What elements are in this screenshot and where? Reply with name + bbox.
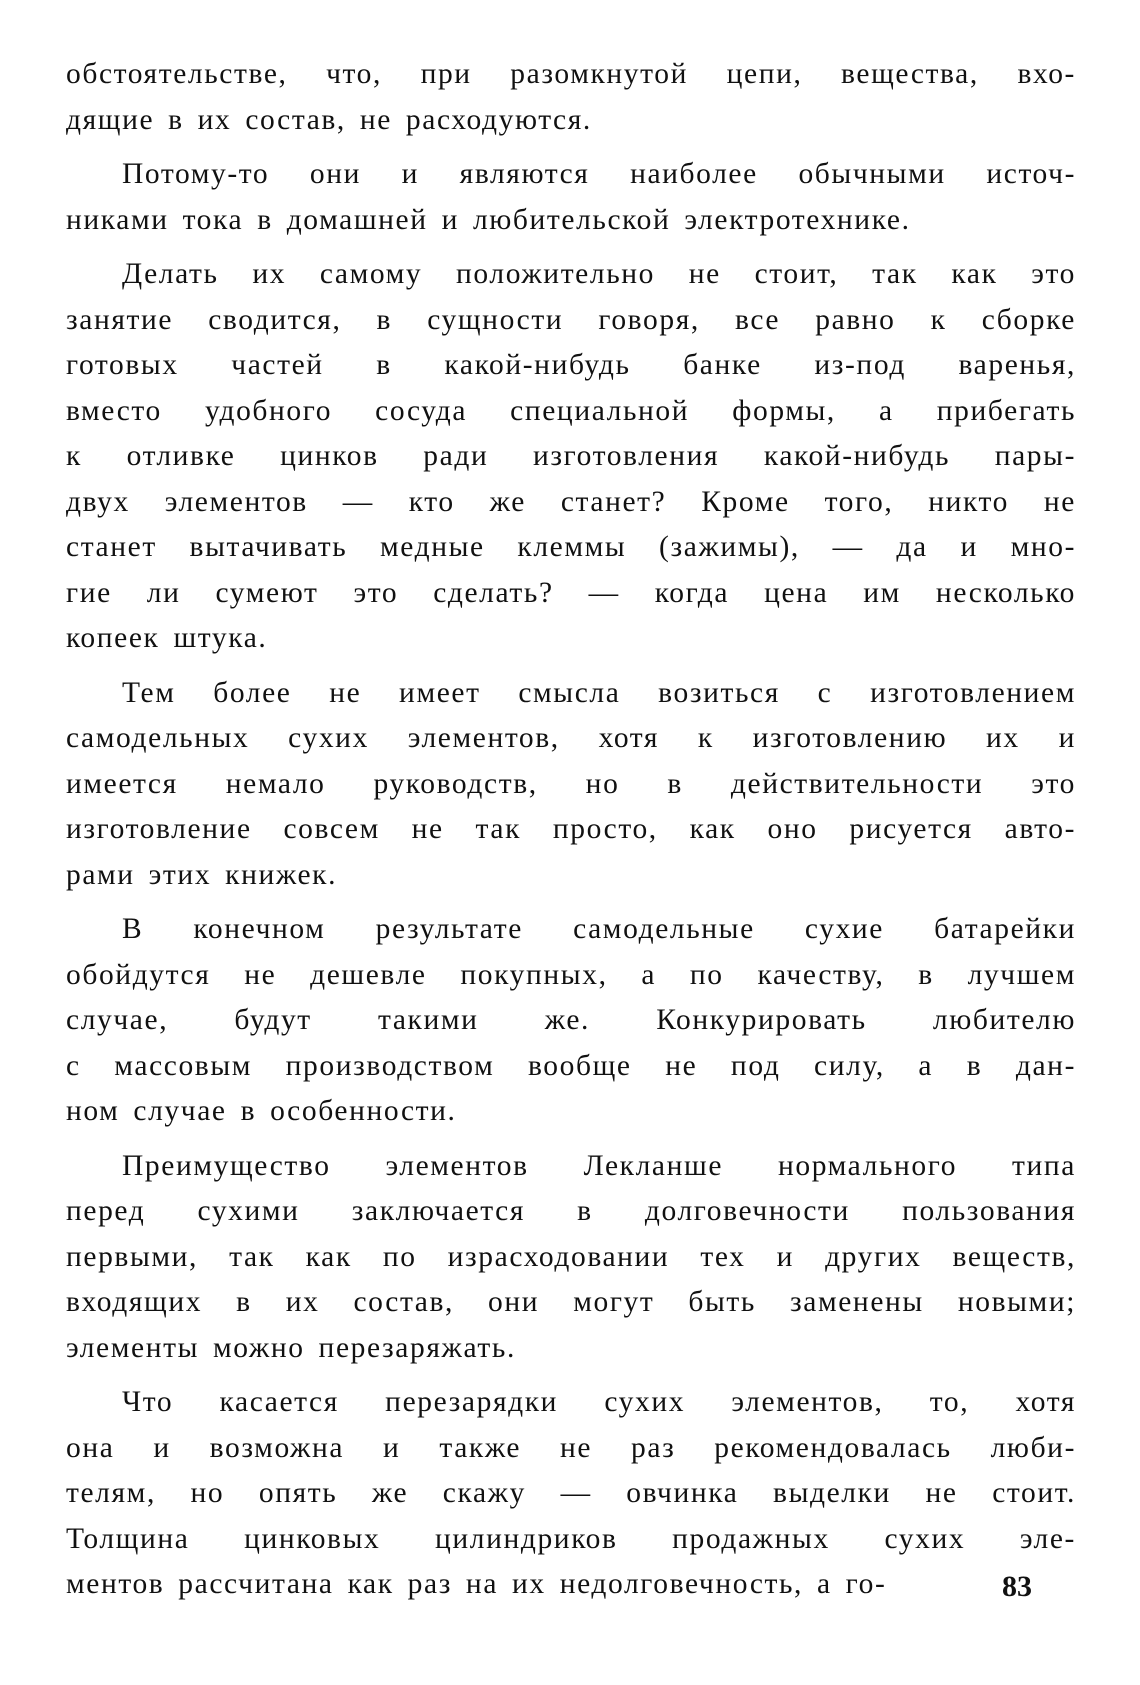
text-line: никами тока в домашней и любительской электротехнике. xyxy=(66,203,911,236)
text-line: с массовым производством вообще не под силу, а в дан- xyxy=(66,1049,1076,1082)
text-line: занятие сводится, в сущности говоря, все равно к сборке xyxy=(66,303,1076,336)
text-line: Делать их самому положительно не стоит, так как это xyxy=(122,258,1076,290)
text-line: рами этих книжек. xyxy=(66,858,338,891)
text-line: Что касается перезарядки сухих элементов, то, хотя xyxy=(122,1386,1076,1418)
paragraph xyxy=(66,671,1076,899)
text-line: Преимущество элементов Лекланше нормального типа xyxy=(122,1149,1076,1182)
text-line: обстоятельстве, что, при разомкнутой цепи, вещества, вхо- xyxy=(66,58,1076,90)
text-line: станет вытачивать медные клеммы (зажимы), — да и мно- xyxy=(66,531,1076,563)
text-line: готовых частей в какой-нибудь банке из-под варенья, xyxy=(66,349,1076,381)
text-line: имеется немало руководств, но в действительности это xyxy=(66,767,1076,800)
page-number: 83 xyxy=(1002,1570,1032,1603)
text-line: изготовление совсем не так просто, как оно рисуется авто- xyxy=(66,813,1076,845)
text-line: дящие в их состав, не расходуются. xyxy=(66,103,592,136)
paragraph xyxy=(66,1380,1076,1608)
paragraph xyxy=(66,252,1076,662)
text-line: к отливке цинков ради изготовления какой-нибудь пары- xyxy=(66,440,1076,472)
paragraph xyxy=(66,152,1076,243)
text-line: Толщина цинковых цилиндриков продажных сухих эле- xyxy=(66,1522,1076,1555)
paragraph xyxy=(66,52,1076,143)
text-line: обойдутся не дешевле покупных, а по качеству, в лучшем xyxy=(66,958,1076,991)
text-line: она и возможна и также не раз рекомендовалась люби- xyxy=(66,1431,1076,1464)
paragraph xyxy=(66,907,1076,1135)
text-line: копеек штука. xyxy=(66,622,268,654)
paragraph xyxy=(66,1144,1076,1372)
text-line: гие ли сумеют это сделать? — когда цена им несколько xyxy=(66,576,1076,609)
text-line: телям, но опять же скажу — овчинка выделки не стоит. xyxy=(66,1477,1076,1509)
text-line: входящих в их состав, они могут быть заменены новыми; xyxy=(66,1286,1076,1318)
text-line: ном случае в особенности. xyxy=(66,1095,457,1127)
text-line: первыми, так как по израсходовании тех и других веществ, xyxy=(66,1240,1076,1273)
text-line: элементы можно перезаряжать. xyxy=(66,1331,516,1364)
text-line: вместо удобного сосуда специальной формы, а прибегать xyxy=(66,394,1076,427)
text-line: двух элементов — кто же станет? Кроме того, никто не xyxy=(66,485,1076,518)
text-line: самодельных сухих элементов, хотя к изготовлению их и xyxy=(66,722,1076,754)
text-line: ментов рассчитана как раз на их недолговечность, а го- xyxy=(66,1568,887,1600)
text-line: Тем более не имеет смысла возиться с изготовлением xyxy=(122,676,1076,709)
text-line: случае, будут такими же. Конкурировать любителю xyxy=(66,1004,1076,1036)
text-line: перед сухими заключается в долговечности пользования xyxy=(66,1195,1076,1227)
page-body xyxy=(66,52,1076,1617)
text-line: Потому-то они и являются наиболее обычными источ- xyxy=(122,158,1076,190)
text-line: В конечном результате самодельные сухие батарейки xyxy=(122,913,1076,945)
